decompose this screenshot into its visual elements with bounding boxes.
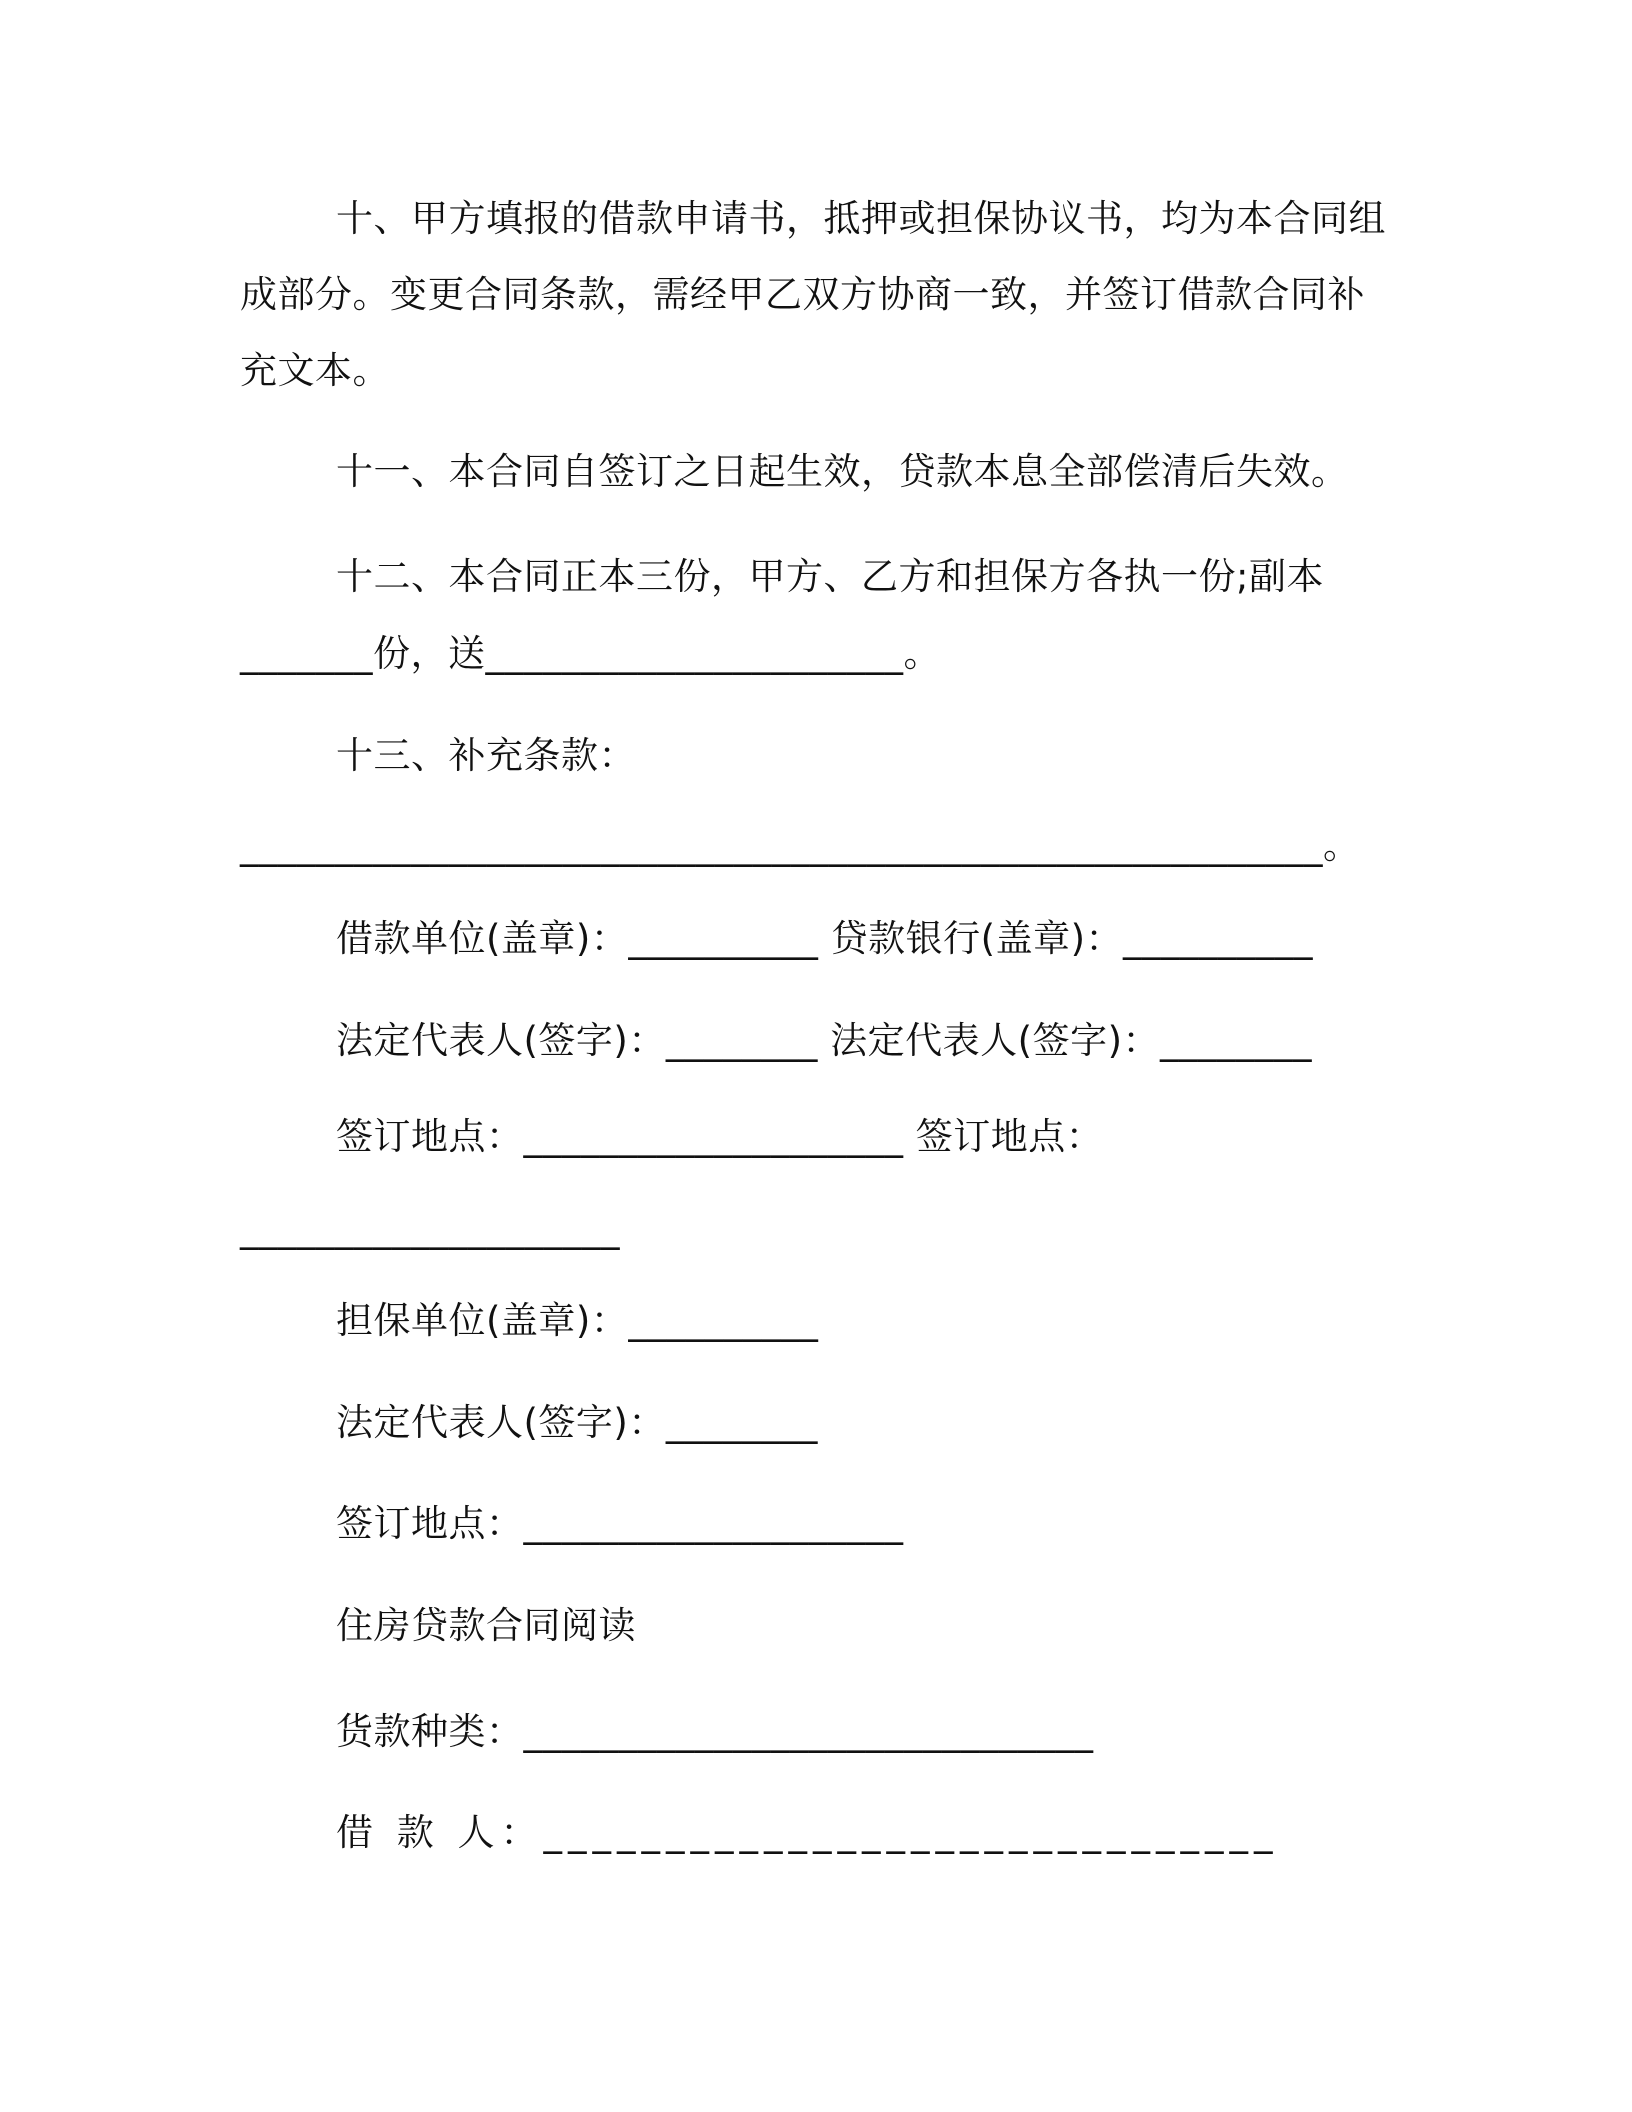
clause-12-line-1: 十二、本合同正本三份，甲方、乙方和担保方各执一份;副本 [336, 555, 1324, 598]
borrower-line: 借 款 人：______________________________ [336, 1811, 1279, 1854]
clause-13-blank: _________________________________________________________。 [240, 824, 1361, 867]
clause-13-heading: 十三、补充条款： [336, 734, 636, 777]
borrower-bank-seal-line: 借款单位(盖章)：__________ 贷款银行(盖章)：__________ [336, 917, 1314, 960]
clause-10-line-1: 十、甲方填报的借款申请书，抵押或担保协议书，均为本合同组 [336, 197, 1386, 240]
clause-10-line-2: 成部分。变更合同条款，需经甲乙双方协商一致，并签订借款合同补 [240, 273, 1365, 316]
signing-place-blank: ____________________ [240, 1207, 620, 1250]
guarantor-legal-rep-line: 法定代表人(签字)：________ [336, 1401, 818, 1444]
clause-11: 十一、本合同自签订之日起生效，贷款本息全部偿清后失效。 [336, 450, 1349, 493]
loan-type-line: 货款种类：______________________________ [336, 1710, 1094, 1753]
clause-12-line-2: _______份，送______________________。 [240, 632, 941, 675]
guarantor-signing-place-line: 签订地点：____________________ [336, 1502, 904, 1545]
legal-rep-signature-line: 法定代表人(签字)：________ 法定代表人(签字)：________ [336, 1019, 1313, 1062]
guarantor-seal-line: 担保单位(盖章)：__________ [336, 1299, 819, 1342]
section-title: 住房贷款合同阅读 [336, 1604, 636, 1647]
signing-place-line: 签订地点：____________________ 签订地点： [336, 1115, 1104, 1158]
clause-10-line-3: 充文本。 [240, 349, 390, 392]
